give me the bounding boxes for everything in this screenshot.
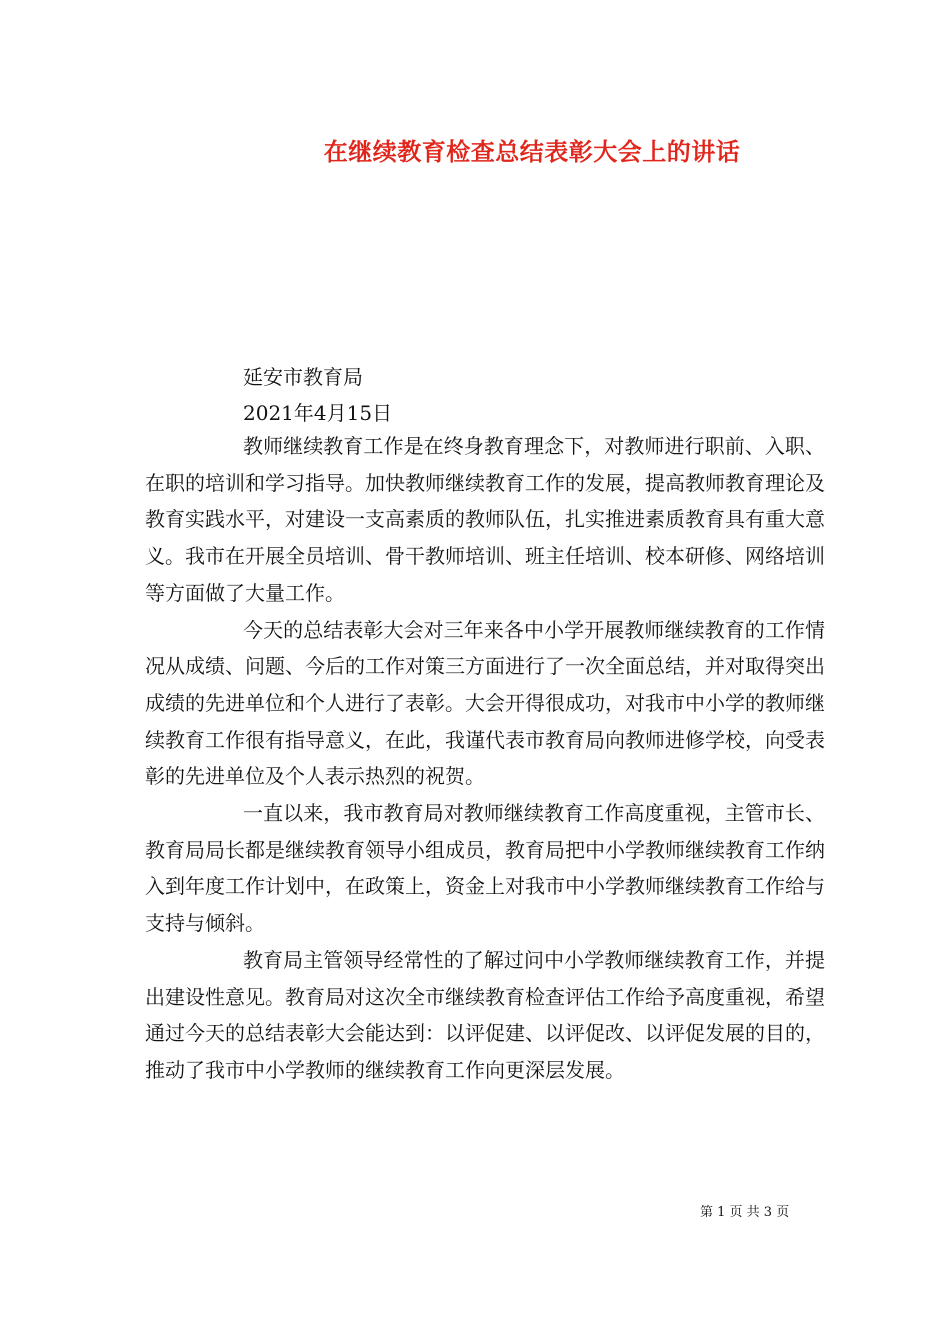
paragraph-1: 教师继续教育工作是在终身教育理念下，对教师进行职前、入职、在职的培训和学习指导。加快教师继续教育工作的发展，提高教师教育理论及教育实践水平，对建设一支高素质的教师队伍，扎实推进素质教育具有重大意义。我市在开展全员培训、骨干教师培训、班主任培训、校本研修、网络培训等方面做了大量工作。 bbox=[145, 434, 825, 605]
paragraph-4: 教育局主管领导经常性的了解过问中小学教师继续教育工作，并提出建设性意见。教育局对这次全市继续教育检查评估工作给予高度重视，希望通过今天的总结表彰大会能达到：以评促建、以评促改、以评促发展的目的，推动了我市中小学教师的继续教育工作向更深层发展。 bbox=[145, 947, 825, 1082]
document-body bbox=[145, 428, 825, 1089]
paragraph-2: 今天的总结表彰大会对三年来各中小学开展教师继续教育的工作情况从成绩、问题、今后的工作对策三方面进行了一次全面总结，并对取得突出成绩的先进单位和个人进行了表彰。大会开得很成功，对我市中小学的教师继续教育工作很有指导意义，在此，我谨代表市教育局向教师进修学校，向受表彰的先进单位及个人表示热烈的祝贺。 bbox=[145, 617, 825, 789]
document-title: 在继续教育检查总结表彰大会上的讲话 bbox=[323, 137, 741, 166]
paragraph-3: 一直以来，我市教育局对教师继续教育工作高度重视，主管市长、教育局局长都是继续教育领导小组成员，教育局把中小学教师继续教育工作纳入到年度工作计划中，在政策上，资金上对我市中小学教师继续教育工作给与支持与倾斜。 bbox=[145, 801, 825, 936]
issuing-organization: 延安市教育局 bbox=[243, 365, 363, 389]
page-number: 第 1 页 共 3 页 bbox=[700, 1205, 790, 1220]
issue-date: 2021年4月15日 bbox=[243, 401, 393, 425]
